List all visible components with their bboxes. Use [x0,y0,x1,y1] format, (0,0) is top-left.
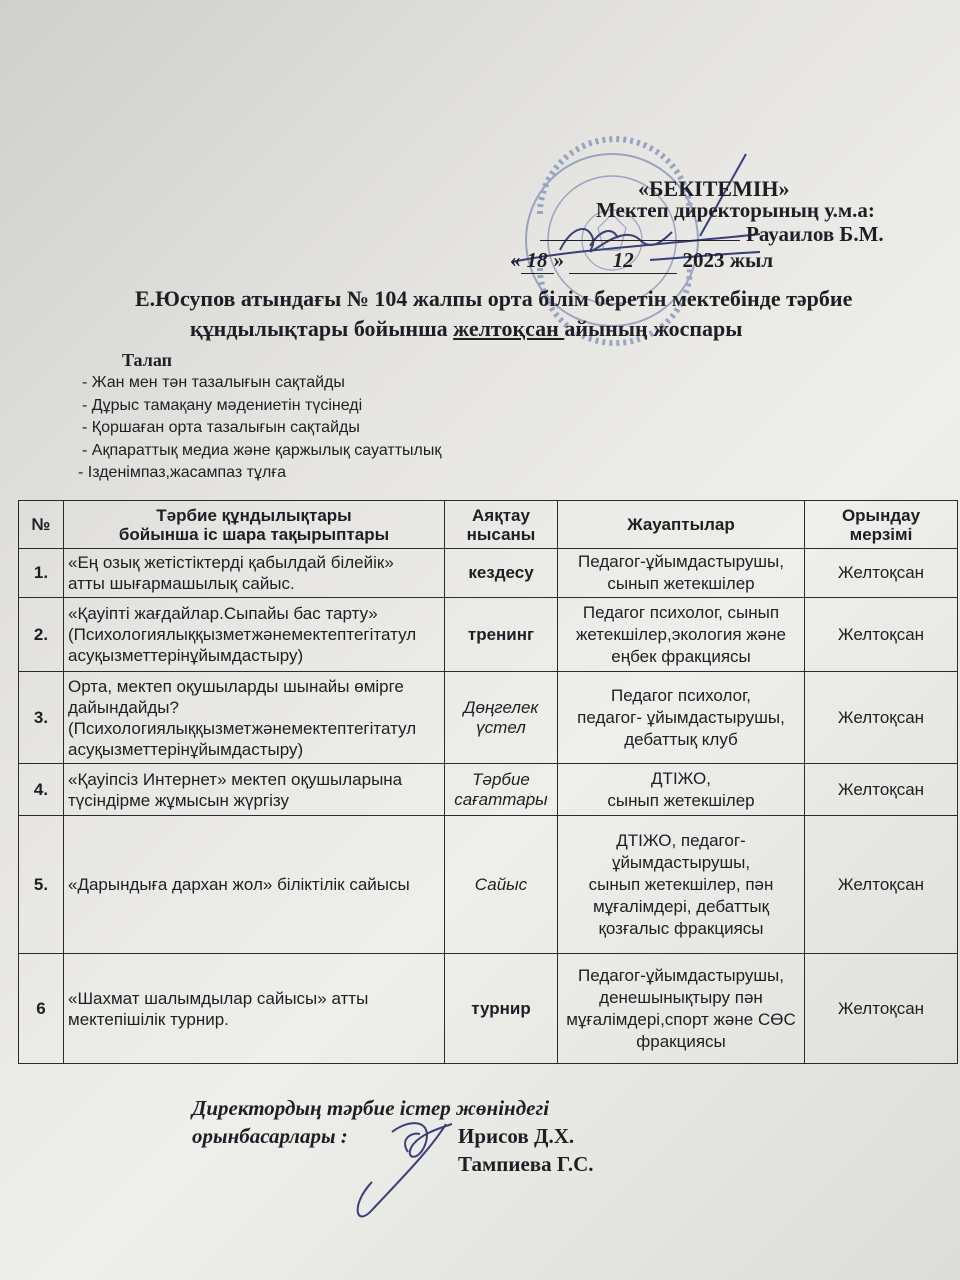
date-open-quote: « [510,248,521,272]
row-number: 2. [19,598,64,672]
row-form-line: Дөңгелек [463,697,539,717]
row-form: турнир [445,954,558,1064]
row-topic-line: (Психологиялыққызметжәнемектептегітатул [68,718,417,738]
requirement-item: - Ізденімпаз,жасампаз тұлға [78,464,287,481]
row-responsible-line: Педагог-ұйымдастырушы, [578,965,784,985]
row-number: 3. [19,672,64,764]
row-deadline: Желтоқсан [805,549,958,598]
header-deadline-line: Орындау [841,505,921,525]
row-responsible-line: сынып жетекшілер, пән [588,874,774,894]
row-topic-line: асуқызметтерінұйымдастыру) [68,739,304,759]
row-form-line: Тәрбие [472,769,530,789]
row-topic [64,954,445,1064]
row-topic: «Дарындыға дархан жол» біліктілік сайысы [64,816,445,954]
row-form: Сайыс [445,816,558,954]
row-responsible-line: ДТІЖО, [651,768,711,788]
approval-name: Рауаилов Б.М. [746,222,884,246]
deputies-names [458,1122,594,1178]
approval-heading: «БЕКІТЕМІН» [638,176,790,201]
row-number: 4. [19,764,64,816]
table-row [19,598,958,672]
row-responsible-line: қозғалыс фракциясы [598,918,764,938]
row-deadline: Желтоқсан [805,598,958,672]
header-deadline-line: мерзімі [849,524,913,544]
row-responsible-line: еңбек фракциясы [611,646,751,666]
row-topic [64,764,445,816]
row-responsible-line: ДТІЖО, педагог- [616,830,746,850]
deputies-line-2: орынбасарлары : [192,1124,348,1148]
row-responsible-line: фракциясы [636,1031,726,1051]
date-day: 18 [521,248,554,274]
row-topic-line: «Шахмат шалымдылар сайысы» атты [68,988,369,1008]
requirements-list [78,372,441,485]
header-form-line: нысаны [466,524,536,544]
row-topic-line: «Ең озық жетістіктерді қабылдай білейік» [68,553,394,572]
title-month: желтоқсан [453,316,565,341]
row-topic-line: атты шығармашылық сайыс. [68,574,295,593]
header-topic [64,501,445,549]
row-responsible [558,598,805,672]
row-responsible-line: жетекшілер,экология және [576,624,786,644]
row-deadline: Желтоқсан [805,672,958,764]
document-title-line-1: Е.Юсупов атындағы № 104 жалпы орта білім беретін мектебінде тәрбие [135,286,853,311]
row-form: тренинг [445,598,558,672]
row-responsible-line: сынып жетекшілер [607,574,755,593]
row-topic-line: (Психологиялыққызметжәнемектептегітатул [68,625,417,644]
row-form-line: сағаттары [454,789,548,809]
row-responsible [558,764,805,816]
header-deadline [805,501,958,549]
row-form-line: үстел [476,717,526,737]
date-year: 2023 жыл [682,248,774,272]
row-responsible [558,954,805,1064]
row-responsible-line: Педагог психолог, [611,685,751,705]
row-responsible-line: мұғалімдері, дебаттық [592,896,770,916]
date-month: 12 [569,248,677,274]
requirement-item: - Ақпараттық медиа және қаржылық сауаттылық [82,441,442,459]
header-number: № [19,501,64,549]
row-topic-line: «Қауіпті жағдайлар.Сыпайы бас тарту» [68,604,378,623]
row-responsible-line: дебаттық клуб [624,729,738,749]
row-responsible-line: мұғалімдері,спорт және СӨС [566,1009,796,1029]
row-topic [64,549,445,598]
row-form [445,672,558,764]
row-responsible-line: педагог- ұйымдастырушы, [577,707,785,727]
approval-role: Мектеп директорының у.м.а: [596,198,875,222]
header-topic-line: бойынша іс шара тақырыптары [118,524,390,544]
table-row [19,816,958,954]
date-close-quote: » [553,248,564,272]
row-responsible [558,672,805,764]
row-number: 5. [19,816,64,954]
document-title-line-2 [190,316,742,342]
deputy-name: Ирисов Д.Х. [458,1124,575,1148]
table-row [19,954,958,1064]
header-topic-line: Тәрбие құндылықтары [156,505,352,525]
plan-table [18,500,958,1064]
deputies-line-1: Директордың тәрбие істер жөніндегі [192,1096,550,1120]
table-row [19,764,958,816]
header-form-line: Аяқтау [472,505,530,525]
row-number: 6 [19,954,64,1064]
requirements-label: Талап [122,350,172,370]
signature-blank [540,222,740,241]
row-deadline: Желтоқсан [805,764,958,816]
row-topic-line: мектепішілік турнир. [68,1009,229,1029]
row-form: кездесу [445,549,558,598]
row-responsible [558,549,805,598]
row-topic-line: дайындайды? [68,697,179,717]
row-deadline: Желтоқсан [805,816,958,954]
table-header-row [19,501,958,549]
requirement-item: - Дұрыс тамақану мәдениетін түсінеді [82,396,363,414]
row-topic [64,598,445,672]
approval-name-line [540,222,884,247]
row-responsible-line: денешынықтыру пән [599,987,763,1007]
deputy-name: Тампиева Г.С. [458,1152,594,1176]
row-number: 1. [19,549,64,598]
row-responsible [558,816,805,954]
requirement-item: - Қоршаған орта тазалығын сақтайды [82,419,360,436]
header-form [445,501,558,549]
row-form [445,764,558,816]
row-topic-line: асуқызметтерінұйымдастыру) [68,646,304,665]
row-topic-line: Орта, мектеп оқушыларды шынайы өмірге [68,676,404,696]
requirement-item: - Жан мен тән тазалығын сақтайды [82,374,345,391]
row-responsible-line: ұйымдастырушы, [611,852,751,872]
title-line-2-start: құндылықтары бойынша [190,316,454,341]
title-line-2-end: айының жоспары [564,316,743,341]
row-deadline: Желтоқсан [805,954,958,1064]
row-topic [64,672,445,764]
row-responsible-line: сынып жетекшілер [607,790,755,810]
approval-date [510,248,773,274]
row-topic-line: түсіндірме жұмысын жүргізу [68,790,289,810]
row-topic-line: «Қауіпсіз Интернет» мектеп оқушыларына [68,769,403,789]
header-responsible: Жауаптылар [558,501,805,549]
row-responsible-line: Педагог психолог, сынып [582,602,780,622]
table-row [19,672,958,764]
table-row [19,549,958,598]
row-responsible-line: Педагог-ұйымдастырушы, [578,552,784,571]
